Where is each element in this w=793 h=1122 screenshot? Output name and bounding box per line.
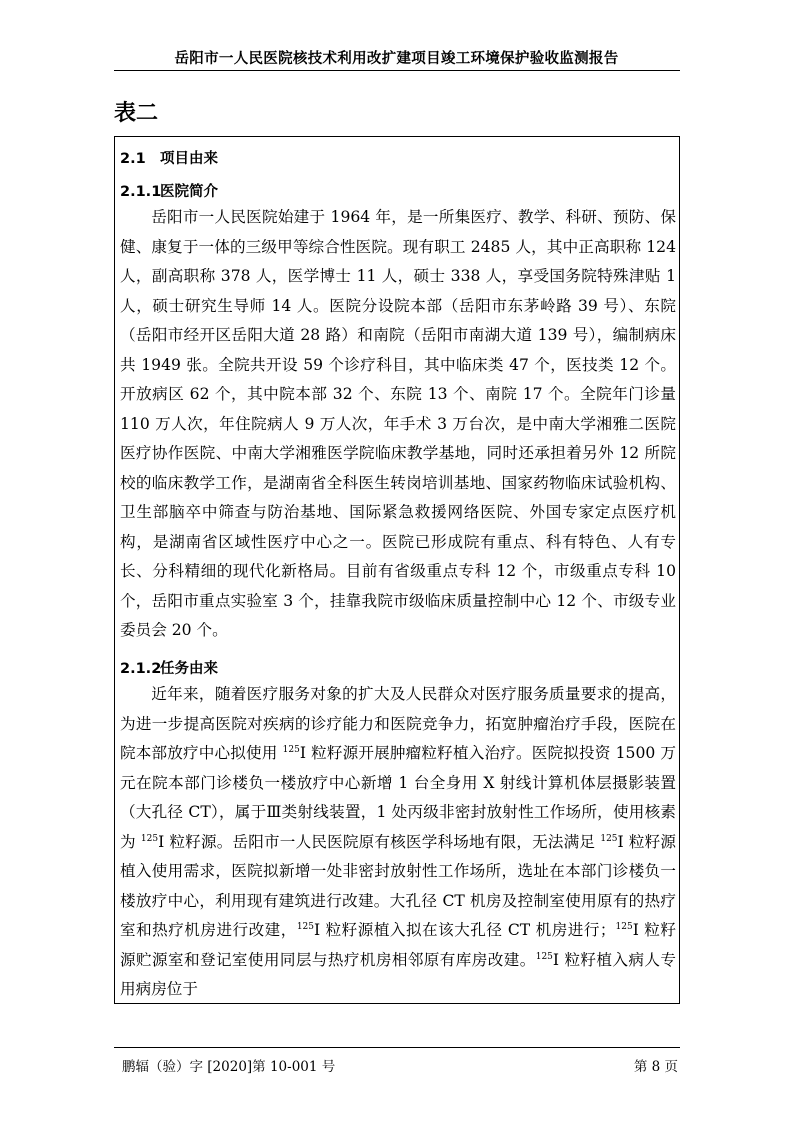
header-divider [114, 70, 680, 71]
section-number: 2.1.1 [120, 184, 162, 200]
report-header-title: 岳阳市一人民医院核技术利用改扩建项目竣工环境保护验收监测报告 [174, 51, 619, 67]
section-number: 2.1 [120, 151, 146, 167]
hospital-intro-paragraph: 岳阳市一人民医院始建于 1964 年，是一所集医疗、教学、科研、预防、保健、康复于一体的三级甲等综合性医院。现有职工 2485 人，其中正高职称 124 人，副高职称 378 人，医学博士 11 人，硕士 338 人，享受国务院特殊津贴 1 人，硕士研究生导师 14 人。医院分设院本部（岳阳市东茅岭路 39 号）、东院（岳阳市经开区岳阳大道 28 路）和南院（岳阳市南湖大道 139 号），编制病床共 1949 张。全院共开设 59 个诊疗科目，其中临床类 47 个，医技类 12 个。开放病区 62 个，其中院本部 32 个、东院 13 个、南院 17 个。全院年门诊量 110 万人次，年住院病人 9 万人次，年手术 3 万台次，是中南大学湘雅二医院医疗协作医院、中南大学湘雅医学院临床教学基地，同时还承担着另外 12 所院校的临床教学工作，是湖南省全科医生转岗培训基地、国家药物临床试验机构、卫生部脑卒中筛查与防治基地、国际紧急救援网络医院、外国专家定点医疗机构，是湖南省区域性医疗中心之一。医院已形成院有重点、科有特色、人有专长、分科精细的现代化新格局。目前有省级重点专科 12 个，市级重点专科 10 个，岳阳市重点实验室 3 个，挂靠我院市级临床质量控制中心 12 个、市级专业委员会 20 个。 [120, 208, 676, 639]
isotope-mass-number: 125 [600, 833, 618, 844]
isotope-symbol: I [617, 832, 624, 851]
text-run: 粒籽源植入使用需求，医院拟新增一处非密封放射性工作场所，选址在本部门诊楼负一楼放疗中心，利用现有建筑进行改建。大孔径 CT 机房及控制室使用原有的热疗室和热疗机房进行改建， [120, 832, 676, 939]
report-number: 鹏辐（验）字 [2020]第 10-001 号 [122, 1059, 336, 1075]
isotope-symbol: I [552, 950, 560, 969]
isotope-mass-number: 125 [615, 922, 633, 932]
isotope-mass-number: 125 [282, 745, 300, 755]
isotope-symbol: I [632, 921, 639, 939]
section-2-1-heading [120, 147, 218, 168]
text-run: 粒籽源。岳阳市一人民医院原有核医学科场地有限，无法满足 [164, 832, 601, 851]
section-title: 任务由来 [160, 661, 218, 677]
footer-divider [114, 1047, 680, 1048]
text-run: 粒籽源贮源室和登记室使用同层与热疗机房相邻原有库房改建。 [120, 921, 676, 969]
isotope-symbol: I [314, 921, 321, 939]
text-run: 粒籽植入病人专用病房位于 [120, 950, 676, 998]
section-number: 2.1.2 [120, 661, 162, 677]
isotope-mass-number: 125 [140, 833, 159, 844]
isotope-mass-number: 125 [296, 922, 314, 932]
section-title: 项目由来 [160, 151, 218, 167]
text-run: 近年来，随着医疗服务对象的扩大及人民群众对医疗服务质量要求的提高，为进一步提高医院对疾病的诊疗能力和医院竞争力，拓宽肿瘤治疗手段，医院在院本部放疗中心拟使用 [120, 685, 676, 762]
section-title: 医院简介 [160, 184, 218, 200]
task-origin-paragraph [120, 680, 676, 1005]
text-run: 粒籽源植入拟在该大孔径 CT 机房进行； [320, 921, 616, 939]
section-2-1-1-heading [120, 180, 218, 201]
isotope-symbol: I [299, 744, 307, 762]
isotope-mass-number: 125 [535, 951, 553, 962]
isotope-symbol: I [158, 832, 165, 851]
page-number: 第 8 页 [633, 1059, 678, 1075]
section-2-1-2-heading [120, 657, 218, 678]
text-run: 粒籽源开展肿瘤粒籽植入治疗。医院拟投资 1500 万元在院本部门诊楼负一楼放疗中心新增 1 台全身用 X 射线计算机体层摄影装置（大孔径 CT），属于Ⅲ类射线装置，1 处丙级非密封放射性工作场所，使用核素为 [120, 744, 676, 851]
table-label: 表二 [114, 101, 159, 126]
